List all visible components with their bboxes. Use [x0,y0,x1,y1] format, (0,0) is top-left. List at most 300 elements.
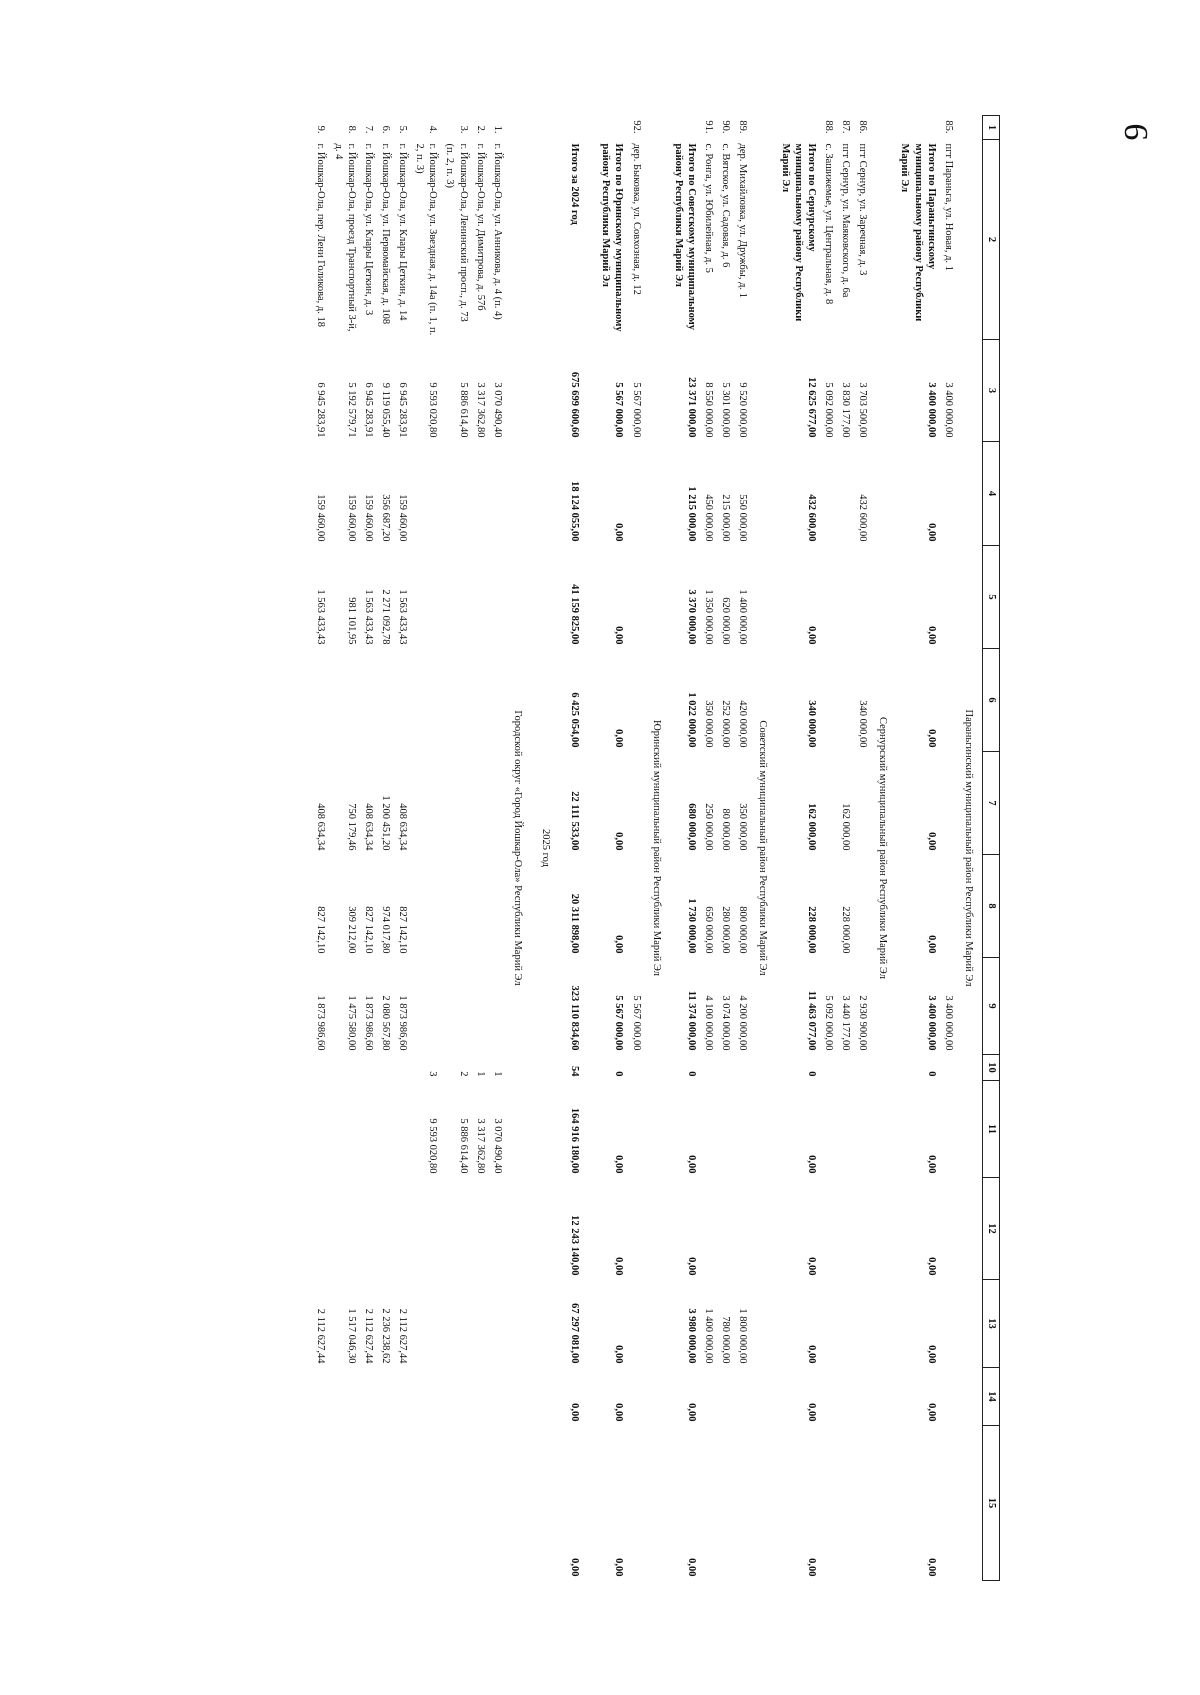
amount-cell [394,1426,411,1581]
section-heading: Сернурский муниципальный район Республики Марий Эл [877,717,889,979]
table-row [360,116,377,1581]
section-heading-row [957,116,983,1581]
amount-cell: 0,00 [925,832,937,851]
amount-cell: 0,00 [613,729,625,748]
row-number: 85. [942,120,954,134]
page-number: 9 [1118,123,1155,141]
address-cell: г. Йошкар-Ола, ул. Первомайская, д. 108 [380,143,391,325]
amount-cell [837,1280,854,1368]
row-number: 87. [840,120,852,134]
column-number-header [983,116,1000,1581]
amount-cell [628,546,645,649]
amount-cell [700,1426,717,1581]
amount-cell: 2 080 567,80 [380,995,391,1051]
amount-cell [837,1081,854,1178]
amount-cell: 9 119 055,40 [380,382,391,438]
amount-cell [441,1426,471,1581]
amount-cell [820,1426,837,1581]
amount-cell [411,649,441,752]
amount-cell: 5 886 614,40 [457,1118,469,1174]
amount-cell: 1 200 451,20 [380,795,391,851]
amount-cell [940,1426,957,1581]
amount-cell [854,1426,871,1581]
count-cell [394,1055,411,1081]
amount-cell: 1 400 000,00 [703,1308,715,1364]
total-row [896,116,939,1581]
amount-cell: 3 400 000,00 [925,382,937,438]
row-number: 86. [857,120,869,134]
amount-cell: 974 017,80 [380,906,391,954]
amount-cell: 432 600,00 [857,494,869,542]
amount-cell: 827 142,10 [315,906,327,954]
amount-cell: 0,00 [805,626,817,645]
amount-cell: 0,00 [925,935,937,954]
count-cell: 1 [474,1071,486,1077]
row-number: 1. [491,125,503,134]
amount-cell: 159 460,00 [362,494,374,542]
amount-cell [411,1426,441,1581]
table-row [628,116,645,1581]
row-number: 4. [427,125,439,134]
amount-cell [940,1368,957,1426]
amount-cell: 0,00 [686,1155,697,1174]
amount-cell: 41 159 825,00 [569,584,581,645]
amount-cell: 23 371 000,00 [686,377,697,438]
amount-cell: 6 425 054,00 [569,692,581,748]
amount-cell [820,1280,837,1368]
amount-cell: 408 634,34 [397,803,409,851]
amount-cell: 2 112 627,44 [397,1308,409,1364]
amount-cell: 1 563 433,43 [362,589,374,645]
table-row [700,116,717,1581]
amount-cell [628,1280,645,1368]
amount-cell: 1 873 986,60 [362,995,374,1051]
table-row [717,116,734,1581]
amount-cell: 0,00 [613,1155,625,1174]
address-cell: с. Вятское, ул. Садовая, д. 6 [720,143,732,268]
amount-cell: 8 550 000,00 [703,382,715,438]
amount-cell [441,649,471,752]
amount-cell [441,855,471,958]
amount-cell: 228 000,00 [805,906,817,954]
amount-cell [940,546,957,649]
amount-cell [837,1178,854,1280]
amount-cell [394,649,411,752]
amount-cell [854,1081,871,1178]
address-cell: Итого по Сернурскому муниципальному району Республики Марий Эл [779,143,817,322]
amount-cell: 5 092 000,00 [823,995,834,1051]
address-cell: г. Йошкар-Ола, проезд Транспортный 3-й, д. 4 [332,143,357,332]
amount-cell [441,546,471,649]
amount-cell: 162 000,00 [805,803,817,851]
row-number [777,116,820,140]
address-cell: Итого по Советскому муниципальному району Республики Марий Эл [672,143,697,331]
address-cell: г. Йошкар-Ола, ул. Клары Цеткин, д. 3 [362,143,374,316]
amount-cell: 5 567 000,00 [613,382,625,438]
amount-cell [411,1178,441,1280]
amount-cell: 340 000,00 [857,700,869,748]
table-row [411,116,441,1581]
amount-cell: 0,00 [613,1345,625,1364]
amount-cell: 550 000,00 [737,494,749,542]
amount-cell [940,1081,957,1178]
amount-cell [489,752,506,855]
amount-cell: 1 873 986,60 [397,995,409,1051]
address-cell: г. Йошкар-Ола, ул. Анникова, д. 4 (п. 4) [491,143,503,320]
amount-cell [837,442,854,546]
amount-cell: 3 317 362,80 [474,382,486,438]
amount-cell: 5 092 000,00 [823,382,834,438]
row-number: 9. [315,125,327,134]
amount-cell: 408 634,34 [362,803,374,851]
amount-cell: 162 000,00 [840,803,852,851]
row-number: 7. [362,125,374,134]
amount-cell [394,1178,411,1280]
amount-cell: 0,00 [925,626,937,645]
amount-cell: 0,00 [925,523,937,542]
amount-cell [330,1368,360,1426]
amount-cell: 0,00 [613,626,625,645]
column-number-12: 12 [983,1178,1000,1280]
amount-cell: 2 112 627,44 [315,1308,327,1364]
amount-cell [700,1368,717,1426]
amount-cell [820,752,837,855]
amount-cell [628,442,645,546]
amount-cell: 3 830 177,00 [840,382,852,438]
amount-cell: 1 400 000,00 [737,589,749,645]
table-row [330,116,360,1581]
amount-cell [441,958,471,1055]
amount-cell [489,855,506,958]
count-cell: 0 [686,1071,697,1077]
section-heading-row [871,116,896,1581]
amount-cell: 67 297 081,00 [569,1303,581,1364]
amount-cell: 4 200 000,00 [737,995,749,1051]
amount-cell: 280 000,00 [720,906,732,954]
amount-cell: 3 400 000,00 [942,995,954,1051]
row-number [896,116,939,140]
amount-cell: 3 317 362,80 [474,1118,486,1174]
amount-cell [628,1426,645,1581]
amount-cell: 1 350 000,00 [703,589,715,645]
amount-cell [377,1081,394,1178]
amount-cell [734,1081,751,1178]
amount-cell: 680 000,00 [686,803,697,851]
amount-cell [628,1081,645,1178]
amount-cell [940,752,957,855]
amount-cell [472,1426,489,1581]
column-number-4: 4 [983,442,1000,546]
amount-cell [820,1368,837,1426]
amount-cell [717,1368,734,1426]
amount-cell: 450 000,00 [703,494,715,542]
amount-cell: 1 215 000,00 [686,486,697,542]
amount-cell [628,1368,645,1426]
row-number: 8. [345,125,357,134]
amount-cell [700,1178,717,1280]
amount-cell: 18 124 055,00 [569,481,581,542]
amount-cell: 12 243 140,00 [569,1215,581,1276]
amount-cell: 80 000,00 [720,808,732,851]
amount-cell [312,1368,329,1426]
amount-cell: 6 945 283,91 [397,382,409,438]
amount-cell [360,1081,377,1178]
amount-cell [820,1081,837,1178]
amount-cell [820,649,837,752]
amount-cell [411,1368,441,1426]
amount-cell: 159 460,00 [397,494,409,542]
row-number: 91. [703,120,715,134]
amount-cell [489,546,506,649]
amount-cell: 420 000,00 [737,700,749,748]
amount-cell: 215 000,00 [720,494,732,542]
section-heading-row [751,116,776,1581]
amount-cell [734,1178,751,1280]
amount-cell [717,1426,734,1581]
amount-cell: 11 374 000,00 [686,990,697,1051]
amount-cell [377,1426,394,1581]
amount-cell [489,958,506,1055]
row-number: 92. [630,120,642,134]
amount-cell [489,1426,506,1581]
column-number-14: 14 [983,1368,1000,1426]
column-number-10: 10 [983,1055,1000,1081]
count-cell [854,1055,871,1081]
amount-cell [820,1178,837,1280]
amount-cell: 0,00 [686,1403,697,1422]
count-cell [377,1055,394,1081]
table-row [854,116,871,1581]
row-number: 89. [737,120,749,134]
amount-cell: 650 000,00 [703,906,715,954]
amount-cell [940,1280,957,1368]
amount-cell [734,1368,751,1426]
address-cell: пгт Сернур, ул. Маяковского, д. 6а [840,143,852,298]
amount-cell [330,649,360,752]
amount-cell: 0,00 [569,1403,581,1422]
amount-cell [330,1081,360,1178]
amount-cell [854,1178,871,1280]
address-cell: г. Йошкар-Ола, ул. Клары Цеткин, д. 14 [397,143,409,321]
total-row [597,116,627,1581]
amount-cell: 5 192 579,71 [345,382,357,438]
amount-cell: 5 567 000,00 [630,995,642,1051]
amount-cell: 0,00 [613,1403,625,1422]
amount-cell [441,1368,471,1426]
column-number-3: 3 [983,340,1000,442]
amount-cell [489,649,506,752]
section-heading: Параньгинский муниципальный район Республики Марий Эл [963,709,974,987]
amount-cell [411,855,441,958]
amount-cell [360,1178,377,1280]
row-number: 3. [457,125,469,134]
amount-cell: 0,00 [805,1257,817,1276]
amount-cell: 340 000,00 [805,700,817,748]
address-cell: пгт Параньга, ул. Новая, д. 1 [942,143,954,271]
amount-cell: 6 945 283,91 [362,382,374,438]
amount-cell: 309 212,00 [345,906,357,954]
amount-cell [330,1178,360,1280]
amount-cell [472,855,489,958]
amount-cell: 3 400 000,00 [942,382,954,438]
table-row [940,116,957,1581]
amount-cell [330,1426,360,1581]
amount-cell [472,649,489,752]
amount-cell: 0,00 [925,1345,937,1364]
amount-cell: 3 074 000,00 [720,995,732,1051]
address-cell: с. Ронга, ул. Юбилейная, д. 5 [703,143,715,273]
count-cell [700,1055,717,1081]
amount-cell: 1 873 986,60 [315,995,327,1051]
amount-cell: 250 000,00 [703,803,715,851]
amount-cell [940,855,957,958]
amount-cell: 350 000,00 [703,700,715,748]
amount-cell [489,1178,506,1280]
amount-cell [360,1426,377,1581]
amount-cell [472,752,489,855]
amount-cell [472,442,489,546]
amount-cell: 12 625 677,00 [805,377,817,438]
amount-cell [312,649,329,752]
amount-cell: 0,00 [805,1345,817,1364]
amount-cell: 3 400 000,00 [925,995,937,1051]
year-heading-row [531,116,566,1581]
table-row [377,116,394,1581]
column-number-7: 7 [983,752,1000,855]
amount-cell [472,958,489,1055]
address-cell: пгт Сернур, ул. Заречная, д. 3 [857,143,869,276]
amount-cell [628,1178,645,1280]
total-row [777,116,820,1581]
rotated-table-area [220,115,1000,1675]
amount-cell [837,649,854,752]
amount-cell [734,1426,751,1581]
address-cell: г. Йошкар-Ола, пер. Лени Голикова, д. 18 [315,143,327,327]
amount-cell [472,1368,489,1426]
amount-cell: 11 463 077,00 [805,990,817,1051]
amount-cell [441,1178,471,1280]
amount-cell: 356 687,20 [380,494,391,542]
amount-cell [411,546,441,649]
count-cell [837,1055,854,1081]
amount-cell: 2 236 238,62 [380,1308,391,1364]
table-row [394,116,411,1581]
column-number-11: 11 [983,1081,1000,1178]
count-cell [734,1055,751,1081]
amount-cell [717,1081,734,1178]
amount-cell: 800 000,00 [737,906,749,954]
amount-cell: 1 022 000,00 [686,692,697,748]
address-cell: Итого по Юринскому муниципальному району Республики Марий Эл [600,143,625,332]
amount-cell: 9 593 020,80 [427,382,439,438]
address-cell: дер. Михайловка, ул. Дружбы, д. 1 [737,143,749,298]
year-heading: 2025 год [540,829,552,867]
amount-cell [394,1081,411,1178]
amount-cell [837,1368,854,1426]
count-cell: 2 [457,1071,469,1077]
column-number-15: 15 [983,1426,1000,1581]
amount-cell [441,1280,471,1368]
amount-cell: 1 517 046,30 [345,1308,357,1364]
amount-cell [312,1178,329,1280]
address-cell: г. Йошкар-Ола, ул. Димитрова, д. 57б [474,143,486,311]
row-number: 2. [474,125,486,134]
amount-cell [441,752,471,855]
amount-cell: 164 916 180,00 [569,1107,581,1174]
section-heading: Советский муниципальный район Республики Марий Эл [757,720,769,976]
amount-cell [411,1280,441,1368]
amount-cell [854,1368,871,1426]
amount-cell: 0,00 [925,1403,937,1422]
amount-cell: 0,00 [569,1558,581,1577]
amount-cell [837,546,854,649]
amount-cell [411,752,441,855]
section-heading-row [645,116,670,1581]
column-number-8: 8 [983,855,1000,958]
amount-cell [820,546,837,649]
amount-cell: 2 930 900,00 [857,995,869,1051]
address-cell: Итого по Параньгинскому муниципальному району Республики Марий Эл [899,143,937,322]
spacer-cell [583,116,597,1581]
amount-cell [854,752,871,855]
row-number [670,116,700,140]
count-cell [628,1055,645,1081]
amount-cell: 0,00 [613,1558,625,1577]
amount-cell: 2 112 627,44 [362,1308,374,1364]
spacer-row [583,116,597,1581]
address-cell: дер. Быковка, ул. Совхозная, д. 12 [630,143,642,295]
column-number-6: 6 [983,649,1000,752]
amount-cell: 5 886 614,40 [457,382,469,438]
amount-cell [472,1280,489,1368]
row-number [566,116,583,140]
column-number-2: 2 [983,140,1000,340]
total-row [670,116,700,1581]
count-cell [940,1055,957,1081]
address-cell: с. Зашижемье, ул. Центральная, д. 8 [823,143,834,305]
section-heading-row [506,116,531,1581]
amount-cell: 675 699 600,60 [569,371,581,438]
amount-cell [489,1368,506,1426]
amount-cell: 1 563 433,43 [315,589,327,645]
amount-cell: 5 567 000,00 [630,382,642,438]
table-row [441,116,471,1581]
row-number [597,116,627,140]
table-row [312,116,329,1581]
amount-cell: 981 101,95 [345,597,357,645]
count-cell [717,1055,734,1081]
amount-cell: 5 567 000,00 [613,995,625,1051]
address-cell: г. Йошкар-Ола, Ленинский просп., д. 73 (п. 2, п. 3) [444,143,469,322]
amount-cell: 1 475 580,00 [345,995,357,1051]
amount-cell: 1 730 000,00 [686,898,697,954]
count-cell [312,1055,329,1081]
amount-cell: 0,00 [613,1257,625,1276]
count-cell: 3 [427,1071,439,1077]
amount-cell [394,1368,411,1426]
amount-cell [628,752,645,855]
amount-cell: 827 142,10 [397,906,409,954]
column-number-9: 9 [983,958,1000,1055]
amount-cell: 0,00 [925,1155,937,1174]
section-heading: Юринский муниципальный район Республики Марий Эл [650,719,662,977]
table-row [472,116,489,1581]
amount-cell [940,649,957,752]
amount-cell [360,1368,377,1426]
amount-cell [441,442,471,546]
amount-cell: 0,00 [805,1155,817,1174]
amount-cell: 1 800 000,00 [737,1308,749,1364]
